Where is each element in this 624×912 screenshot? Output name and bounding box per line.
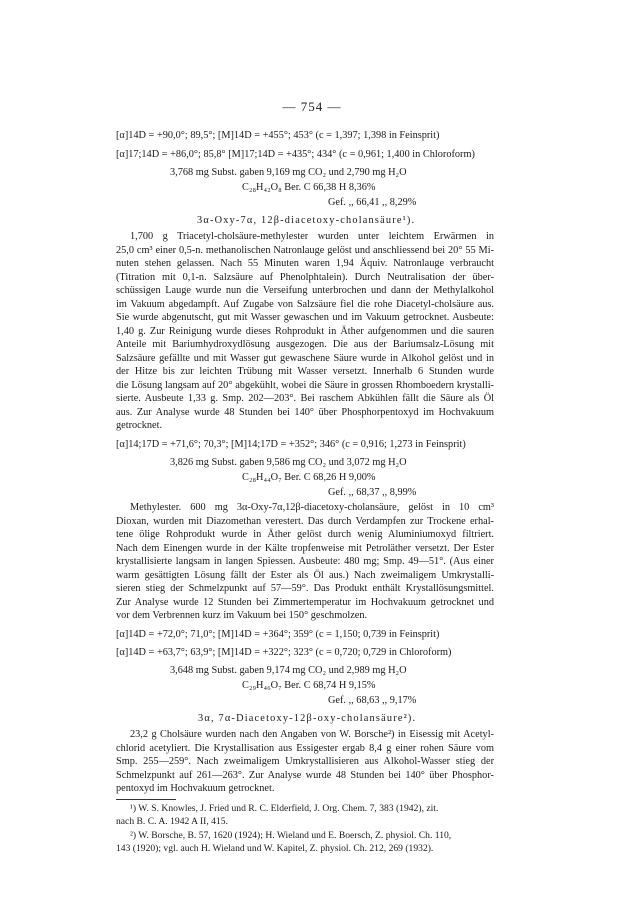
- paragraph-line: der Hitze bis zur leichten Trübung mit Wasser versetzt. Innerhalb 6 Stunden wurde: [116, 366, 494, 377]
- paragraph-line: Salzsäure gefällte und mit Wasser gut gewaschene Säure wurde in Alkohol gelöst und in: [116, 353, 494, 364]
- footnote-line: ¹) W. S. Knowles, J. Fried und R. C. Elderfield, J. Org. Chem. 7, 383 (1942), zit.: [130, 803, 439, 814]
- paragraph-line: schüssigen Lauge wurde nun die Verseifung unterbrochen und dann der Methylalkohol: [116, 285, 494, 296]
- paragraph-line: Methylester. 600 mg 3α-Oxy-7α,12β-diacetoxy-cholansäure, gelöst in 10 cm³: [130, 502, 494, 513]
- page-number: — 754 —: [282, 99, 342, 114]
- found-line: Gef. ,, 68,63 ,, 9,17%: [328, 695, 417, 706]
- analysis-line: 3,768 mg Subst. gaben 9,169 mg CO₂ und 2,790 mg H₂O: [170, 167, 407, 178]
- paragraph-line: vor dem Verbrennen kurz im Vakuum bei 150° geschmolzen.: [116, 610, 368, 621]
- paragraph-line: Sie wurde abgenutscht, gut mit Wasser gewaschen und im Vakuum getrocknet. Ausbeute:: [116, 312, 494, 323]
- rotation-line: [α]14D = +63,7°; 63,9°; [M]14D = +322°; 323° (c = 0,720; 0,729 in Chloroform): [116, 647, 452, 658]
- paragraph-line: 1,40 g. Zur Reinigung wurde dieses Rohprodukt in Äther aufgenommen und die sauren: [116, 326, 494, 337]
- paragraph-line: 1,700 g Triacetyl-cholsäure-methylester wurden unter leichtem Erwärmen in: [130, 231, 494, 242]
- paragraph-line: Anteile mit Bariumhydroxydlösung ausgezogen. Die aus der Bariumsalz-Lösung mit: [116, 339, 494, 350]
- footnote-rule: [116, 799, 176, 800]
- paragraph-line: Dioxan, wurden mit Diazomethan verestert. Das durch Verdampfen zur Trockene erhal-: [116, 516, 494, 527]
- paragraph-line: 23,2 g Cholsäure wurden nach den Angaben von W. Borsche²) in Eisessig mit Acetyl-: [130, 729, 494, 740]
- section-heading: 3α-Oxy-7α, 12β-diacetoxy-cholansäure¹).: [197, 215, 416, 226]
- found-line: Gef. ,, 66,41 ,, 8,29%: [328, 197, 417, 208]
- footnote-line: ²) W. Borsche, B. 57, 1620 (1924); H. Wieland und E. Boersch, Z. physiol. Ch. 110,: [130, 830, 452, 841]
- paragraph-line: warm gesättigten Lösung fällt der Ester als Öl aus.) Nach zweimaligem Umkrystalli-: [116, 570, 494, 581]
- paragraph-line: sierte. Ausbeute 1,33 g. Smp. 202—203°. Bei raschem Abkühlen fällt die Säure als Öl: [116, 393, 494, 404]
- analysis-line: 3,648 mg Subst. gaben 9,174 mg CO₂ und 2,989 mg H₂O: [170, 665, 407, 676]
- rotation-line: [α]17;14D = +86,0°; 85,8° [M]17;14D = +435°; 434° (c = 0,961; 1,400 in Chloroform): [116, 149, 475, 160]
- paragraph-line: Zur Analyse wurde 12 Stunden bei Zimmertemperatur im Hochvakuum getrocknet und: [116, 597, 494, 608]
- formula-line: C₂₉H₄₆O₇ Ber. C 68,74 H 9,15%: [242, 680, 376, 691]
- paragraph-line: tene ölige Rohprodukt wurde in Äther gelöst durch wenig Aluminiumoxyd filtriert.: [116, 529, 494, 540]
- rotation-line: [α]14D = +72,0°; 71,0°; [M]14D = +364°; 359° (c = 1,150; 0,739 in Feinsprit): [116, 629, 440, 640]
- paragraph-line: krystallisierte langsam in langen Spiessen. Ausbeute: 480 mg; Smp. 49—51°. (Aus einer: [116, 556, 494, 567]
- paragraph-line: sieren stieg der Schmelzpunkt auf 57—59°. Das Produkt enthält Krystallösungsmittel.: [116, 583, 494, 594]
- rotation-line: [α]14D = +90,0°; 89,5°; [M]14D = +455°; 453° (c = 1,397; 1,398 in Feinsprit): [116, 130, 440, 141]
- paragraph-line: 25,0 cm³ einer 0,5-n. methanolischen Natronlauge gelöst und anschliessend bei 20° 55 Mi-: [116, 245, 494, 256]
- paragraph-line: die Lösung langsam auf 20° abgekühlt, wobei die Säure in grossen Rhomboedern krystalli-: [116, 380, 494, 391]
- rotation-line: [α]14;17D = +71,6°; 70,3°; [M]14;17D = +352°; 346° (c = 0,916; 1,273 in Feinsprit): [116, 439, 466, 450]
- footnote-line: 143 (1920); vgl. auch H. Wieland und W. Kapitel, Z. physiol. Ch. 212, 269 (1932).: [116, 843, 434, 854]
- found-line: Gef. ,, 68,37 ,, 8,99%: [328, 487, 417, 498]
- paragraph-line: aus. Zur Analyse wurde 48 Stunden bei 140° über Phosphorpentoxyd im Hochvakuum: [116, 407, 494, 418]
- paragraph-line: Nach dem Einengen wurde in der Kälte tropfenweise mit Petroläther versetzt. Der Ester: [116, 543, 494, 554]
- section-heading: 3α, 7α-Diacetoxy-12β-oxy-cholansäure²).: [198, 713, 417, 724]
- formula-line: C₂₈H₄₄O₇ Ber. C 68,26 H 9,00%: [242, 472, 376, 483]
- formula-line: C₂₈H₄₂O₈ Ber. C 66,38 H 8,36%: [242, 182, 376, 193]
- paragraph-line: im Vakuum abgedampft. Auf Zugabe von Salzsäure fiel die rohe Diacetyl-cholsäure aus.: [116, 299, 494, 310]
- paragraph-line: Smp. 255—259°. Nach zweimaligem Umkrystallisieren aus Alkohol-Wasser stieg der: [116, 756, 494, 767]
- paragraph-line: chlorid acetyliert. Die Krystallisation aus Essigester ergab 8,4 g einer rohen Säure vom: [116, 743, 494, 754]
- paragraph-line: nuten stehen gelassen. Nach 55 Minuten waren 1,94 Äquiv. Natronlauge verbraucht: [116, 258, 494, 269]
- paragraph-line: pentoxyd im Hochvakuum getrocknet.: [116, 783, 275, 794]
- paragraph-line: getrocknet.: [116, 420, 163, 431]
- paragraph-line: Schmelzpunkt auf 261—263°. Zur Analyse wurde 48 Stunden bei 140° über Phosphor-: [116, 770, 494, 781]
- paragraph-line: (Titration mit 0,1-n. Salzsäure auf Phenolphtalein). Durch Neutralisation der über-: [116, 272, 494, 283]
- analysis-line: 3,826 mg Subst. gaben 9,586 mg CO₂ und 3,072 mg H₂O: [170, 457, 407, 468]
- footnote-line: nach B. C. A. 1942 A II, 415.: [116, 816, 228, 827]
